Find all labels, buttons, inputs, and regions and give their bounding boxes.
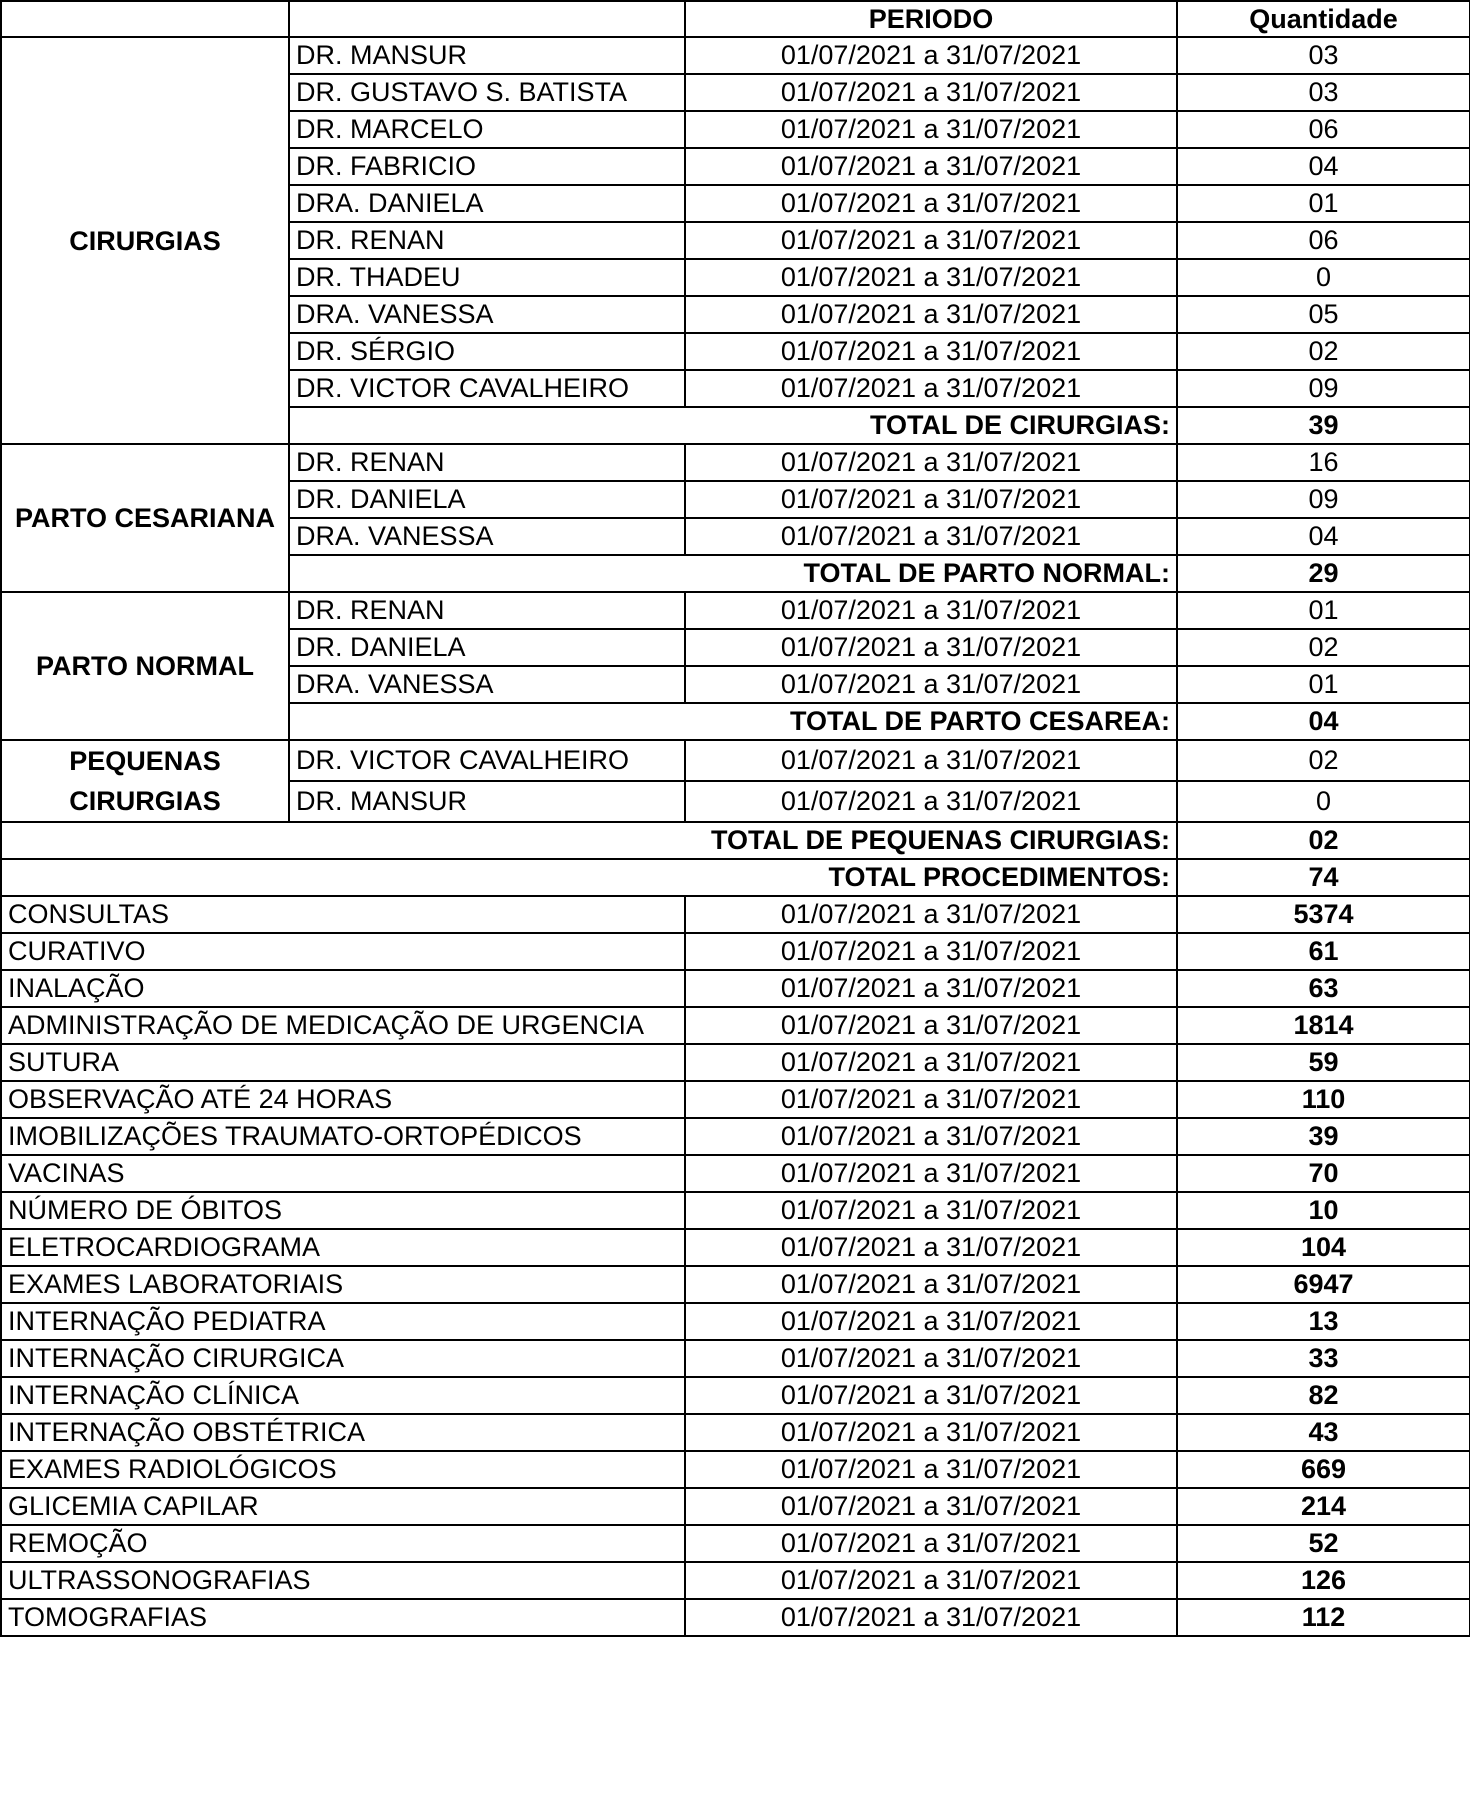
service-quantity: 112 <box>1177 1599 1470 1636</box>
quantity-cell: 01 <box>1177 185 1470 222</box>
quantity-cell: 09 <box>1177 481 1470 518</box>
service-name: TOMOGRAFIAS <box>1 1599 685 1636</box>
period-cell: 01/07/2021 a 31/07/2021 <box>685 666 1177 703</box>
period-cell: 01/07/2021 a 31/07/2021 <box>685 1488 1177 1525</box>
group-total-label: TOTAL DE PARTO NORMAL: <box>289 555 1177 592</box>
period-cell: 01/07/2021 a 31/07/2021 <box>685 1562 1177 1599</box>
total-procedures-value: 74 <box>1177 859 1470 896</box>
service-row <box>1 1229 1470 1266</box>
doctor-name: DRA. DANIELA <box>289 185 685 222</box>
service-name: REMOÇÃO <box>1 1525 685 1562</box>
period-cell: 01/07/2021 a 31/07/2021 <box>685 1451 1177 1488</box>
service-row <box>1 1081 1470 1118</box>
period-cell: 01/07/2021 a 31/07/2021 <box>685 333 1177 370</box>
service-quantity: 214 <box>1177 1488 1470 1525</box>
total-procedures-label: TOTAL PROCEDIMENTOS: <box>1 859 1177 896</box>
period-cell: 01/07/2021 a 31/07/2021 <box>685 1599 1177 1636</box>
service-name: VACINAS <box>1 1155 685 1192</box>
quantity-cell: 16 <box>1177 444 1470 481</box>
service-name: ADMINISTRAÇÃO DE MEDICAÇÃO DE URGENCIA <box>1 1007 685 1044</box>
service-name: INTERNAÇÃO CLÍNICA <box>1 1377 685 1414</box>
service-quantity: 110 <box>1177 1081 1470 1118</box>
period-cell: 01/07/2021 a 31/07/2021 <box>685 740 1177 781</box>
period-cell: 01/07/2021 a 31/07/2021 <box>685 222 1177 259</box>
group-total-row <box>1 822 1470 859</box>
service-quantity: 669 <box>1177 1451 1470 1488</box>
group-label: PEQUENAS CIRURGIAS <box>1 740 289 822</box>
doctor-name: DR. RENAN <box>289 222 685 259</box>
quantity-cell: 04 <box>1177 518 1470 555</box>
quantity-cell: 0 <box>1177 259 1470 296</box>
period-cell: 01/07/2021 a 31/07/2021 <box>685 1303 1177 1340</box>
service-name: NÚMERO DE ÓBITOS <box>1 1192 685 1229</box>
service-quantity: 59 <box>1177 1044 1470 1081</box>
quantity-cell: 05 <box>1177 296 1470 333</box>
service-name: INTERNAÇÃO OBSTÉTRICA <box>1 1414 685 1451</box>
service-quantity: 10 <box>1177 1192 1470 1229</box>
period-cell: 01/07/2021 a 31/07/2021 <box>685 1377 1177 1414</box>
total-procedures-row <box>1 859 1470 896</box>
period-cell: 01/07/2021 a 31/07/2021 <box>685 781 1177 822</box>
service-quantity: 61 <box>1177 933 1470 970</box>
period-cell: 01/07/2021 a 31/07/2021 <box>685 1081 1177 1118</box>
period-cell: 01/07/2021 a 31/07/2021 <box>685 1340 1177 1377</box>
doctor-name: DR. MANSUR <box>289 781 685 822</box>
doctor-name: DR. SÉRGIO <box>289 333 685 370</box>
service-row <box>1 970 1470 1007</box>
header-row <box>1 1 1470 37</box>
period-cell: 01/07/2021 a 31/07/2021 <box>685 933 1177 970</box>
service-row <box>1 933 1470 970</box>
doctor-name: DRA. VANESSA <box>289 666 685 703</box>
doctor-name: DR. GUSTAVO S. BATISTA <box>289 74 685 111</box>
service-name: EXAMES RADIOLÓGICOS <box>1 1451 685 1488</box>
period-cell: 01/07/2021 a 31/07/2021 <box>685 481 1177 518</box>
service-name: GLICEMIA CAPILAR <box>1 1488 685 1525</box>
quantity-cell: 0 <box>1177 781 1470 822</box>
service-quantity: 33 <box>1177 1340 1470 1377</box>
service-row <box>1 1414 1470 1451</box>
group-total-value: 02 <box>1177 822 1470 859</box>
period-cell: 01/07/2021 a 31/07/2021 <box>685 296 1177 333</box>
period-cell: 01/07/2021 a 31/07/2021 <box>685 1155 1177 1192</box>
service-quantity: 104 <box>1177 1229 1470 1266</box>
period-cell: 01/07/2021 a 31/07/2021 <box>685 74 1177 111</box>
service-row <box>1 1488 1470 1525</box>
service-row <box>1 1118 1470 1155</box>
service-name: CURATIVO <box>1 933 685 970</box>
service-name: ELETROCARDIOGRAMA <box>1 1229 685 1266</box>
period-cell: 01/07/2021 a 31/07/2021 <box>685 1044 1177 1081</box>
group-row <box>1 37 1470 74</box>
service-row <box>1 1192 1470 1229</box>
period-cell: 01/07/2021 a 31/07/2021 <box>685 444 1177 481</box>
group-row <box>1 592 1470 629</box>
service-quantity: 13 <box>1177 1303 1470 1340</box>
quantity-cell: 09 <box>1177 370 1470 407</box>
period-cell: 01/07/2021 a 31/07/2021 <box>685 1525 1177 1562</box>
doctor-name: DR. DANIELA <box>289 481 685 518</box>
period-cell: 01/07/2021 a 31/07/2021 <box>685 970 1177 1007</box>
service-quantity: 63 <box>1177 970 1470 1007</box>
service-quantity: 70 <box>1177 1155 1470 1192</box>
doctor-name: DR. MARCELO <box>289 111 685 148</box>
header-quantity: Quantidade <box>1177 1 1470 37</box>
period-cell: 01/07/2021 a 31/07/2021 <box>685 1192 1177 1229</box>
quantity-cell: 02 <box>1177 629 1470 666</box>
period-cell: 01/07/2021 a 31/07/2021 <box>685 1414 1177 1451</box>
service-quantity: 43 <box>1177 1414 1470 1451</box>
doctor-name: DR. THADEU <box>289 259 685 296</box>
group-label: PARTO NORMAL <box>1 592 289 740</box>
group-total-value: 29 <box>1177 555 1470 592</box>
header-blank-cell <box>1 1 289 37</box>
quantity-cell: 01 <box>1177 666 1470 703</box>
quantity-cell: 01 <box>1177 592 1470 629</box>
group-total-label: TOTAL DE PEQUENAS CIRURGIAS: <box>1 822 1177 859</box>
doctor-name: DRA. VANESSA <box>289 518 685 555</box>
period-cell: 01/07/2021 a 31/07/2021 <box>685 1229 1177 1266</box>
service-quantity: 52 <box>1177 1525 1470 1562</box>
group-total-value: 39 <box>1177 407 1470 444</box>
service-name: SUTURA <box>1 1044 685 1081</box>
group-total-value: 04 <box>1177 703 1470 740</box>
period-cell: 01/07/2021 a 31/07/2021 <box>685 370 1177 407</box>
quantity-cell: 03 <box>1177 37 1470 74</box>
service-row <box>1 1599 1470 1636</box>
group-total-label: TOTAL DE PARTO CESAREA: <box>289 703 1177 740</box>
service-row <box>1 1451 1470 1488</box>
service-quantity: 126 <box>1177 1562 1470 1599</box>
group-row <box>1 740 1470 781</box>
service-row <box>1 1007 1470 1044</box>
service-row <box>1 896 1470 933</box>
service-row <box>1 1525 1470 1562</box>
period-cell: 01/07/2021 a 31/07/2021 <box>685 518 1177 555</box>
service-name: OBSERVAÇÃO ATÉ 24 HORAS <box>1 1081 685 1118</box>
service-row <box>1 1340 1470 1377</box>
service-row <box>1 1155 1470 1192</box>
period-cell: 01/07/2021 a 31/07/2021 <box>685 629 1177 666</box>
period-cell: 01/07/2021 a 31/07/2021 <box>685 1007 1177 1044</box>
service-quantity: 5374 <box>1177 896 1470 933</box>
quantity-cell: 02 <box>1177 333 1470 370</box>
header-blank-cell <box>289 1 685 37</box>
doctor-name: DR. VICTOR CAVALHEIRO <box>289 370 685 407</box>
service-name: INALAÇÃO <box>1 970 685 1007</box>
service-name: IMOBILIZAÇÕES TRAUMATO-ORTOPÉDICOS <box>1 1118 685 1155</box>
doctor-name: DR. DANIELA <box>289 629 685 666</box>
period-cell: 01/07/2021 a 31/07/2021 <box>685 1118 1177 1155</box>
doctor-name: DR. VICTOR CAVALHEIRO <box>289 740 685 781</box>
group-label: PARTO CESARIANA <box>1 444 289 592</box>
service-row <box>1 1266 1470 1303</box>
period-cell: 01/07/2021 a 31/07/2021 <box>685 896 1177 933</box>
doctor-name: DR. MANSUR <box>289 37 685 74</box>
quantity-cell: 03 <box>1177 74 1470 111</box>
group-row <box>1 444 1470 481</box>
service-row <box>1 1562 1470 1599</box>
quantity-cell: 02 <box>1177 740 1470 781</box>
service-name: INTERNAÇÃO PEDIATRA <box>1 1303 685 1340</box>
service-row <box>1 1044 1470 1081</box>
period-cell: 01/07/2021 a 31/07/2021 <box>685 111 1177 148</box>
quantity-cell: 04 <box>1177 148 1470 185</box>
group-label: CIRURGIAS <box>1 37 289 444</box>
period-cell: 01/07/2021 a 31/07/2021 <box>685 148 1177 185</box>
header-period: PERIODO <box>685 1 1177 37</box>
service-quantity: 82 <box>1177 1377 1470 1414</box>
service-row <box>1 1377 1470 1414</box>
group-total-label: TOTAL DE CIRURGIAS: <box>289 407 1177 444</box>
service-quantity: 39 <box>1177 1118 1470 1155</box>
period-cell: 01/07/2021 a 31/07/2021 <box>685 1266 1177 1303</box>
period-cell: 01/07/2021 a 31/07/2021 <box>685 259 1177 296</box>
service-row <box>1 1303 1470 1340</box>
doctor-name: DR. FABRICIO <box>289 148 685 185</box>
service-quantity: 1814 <box>1177 1007 1470 1044</box>
quantity-cell: 06 <box>1177 111 1470 148</box>
service-name: CONSULTAS <box>1 896 685 933</box>
doctor-name: DRA. VANESSA <box>289 296 685 333</box>
period-cell: 01/07/2021 a 31/07/2021 <box>685 185 1177 222</box>
service-name: EXAMES LABORATORIAIS <box>1 1266 685 1303</box>
doctor-name: DR. RENAN <box>289 592 685 629</box>
doctor-name: DR. RENAN <box>289 444 685 481</box>
period-cell: 01/07/2021 a 31/07/2021 <box>685 37 1177 74</box>
period-cell: 01/07/2021 a 31/07/2021 <box>685 592 1177 629</box>
quantity-cell: 06 <box>1177 222 1470 259</box>
service-name: ULTRASSONOGRAFIAS <box>1 1562 685 1599</box>
service-name: INTERNAÇÃO CIRURGICA <box>1 1340 685 1377</box>
service-quantity: 6947 <box>1177 1266 1470 1303</box>
